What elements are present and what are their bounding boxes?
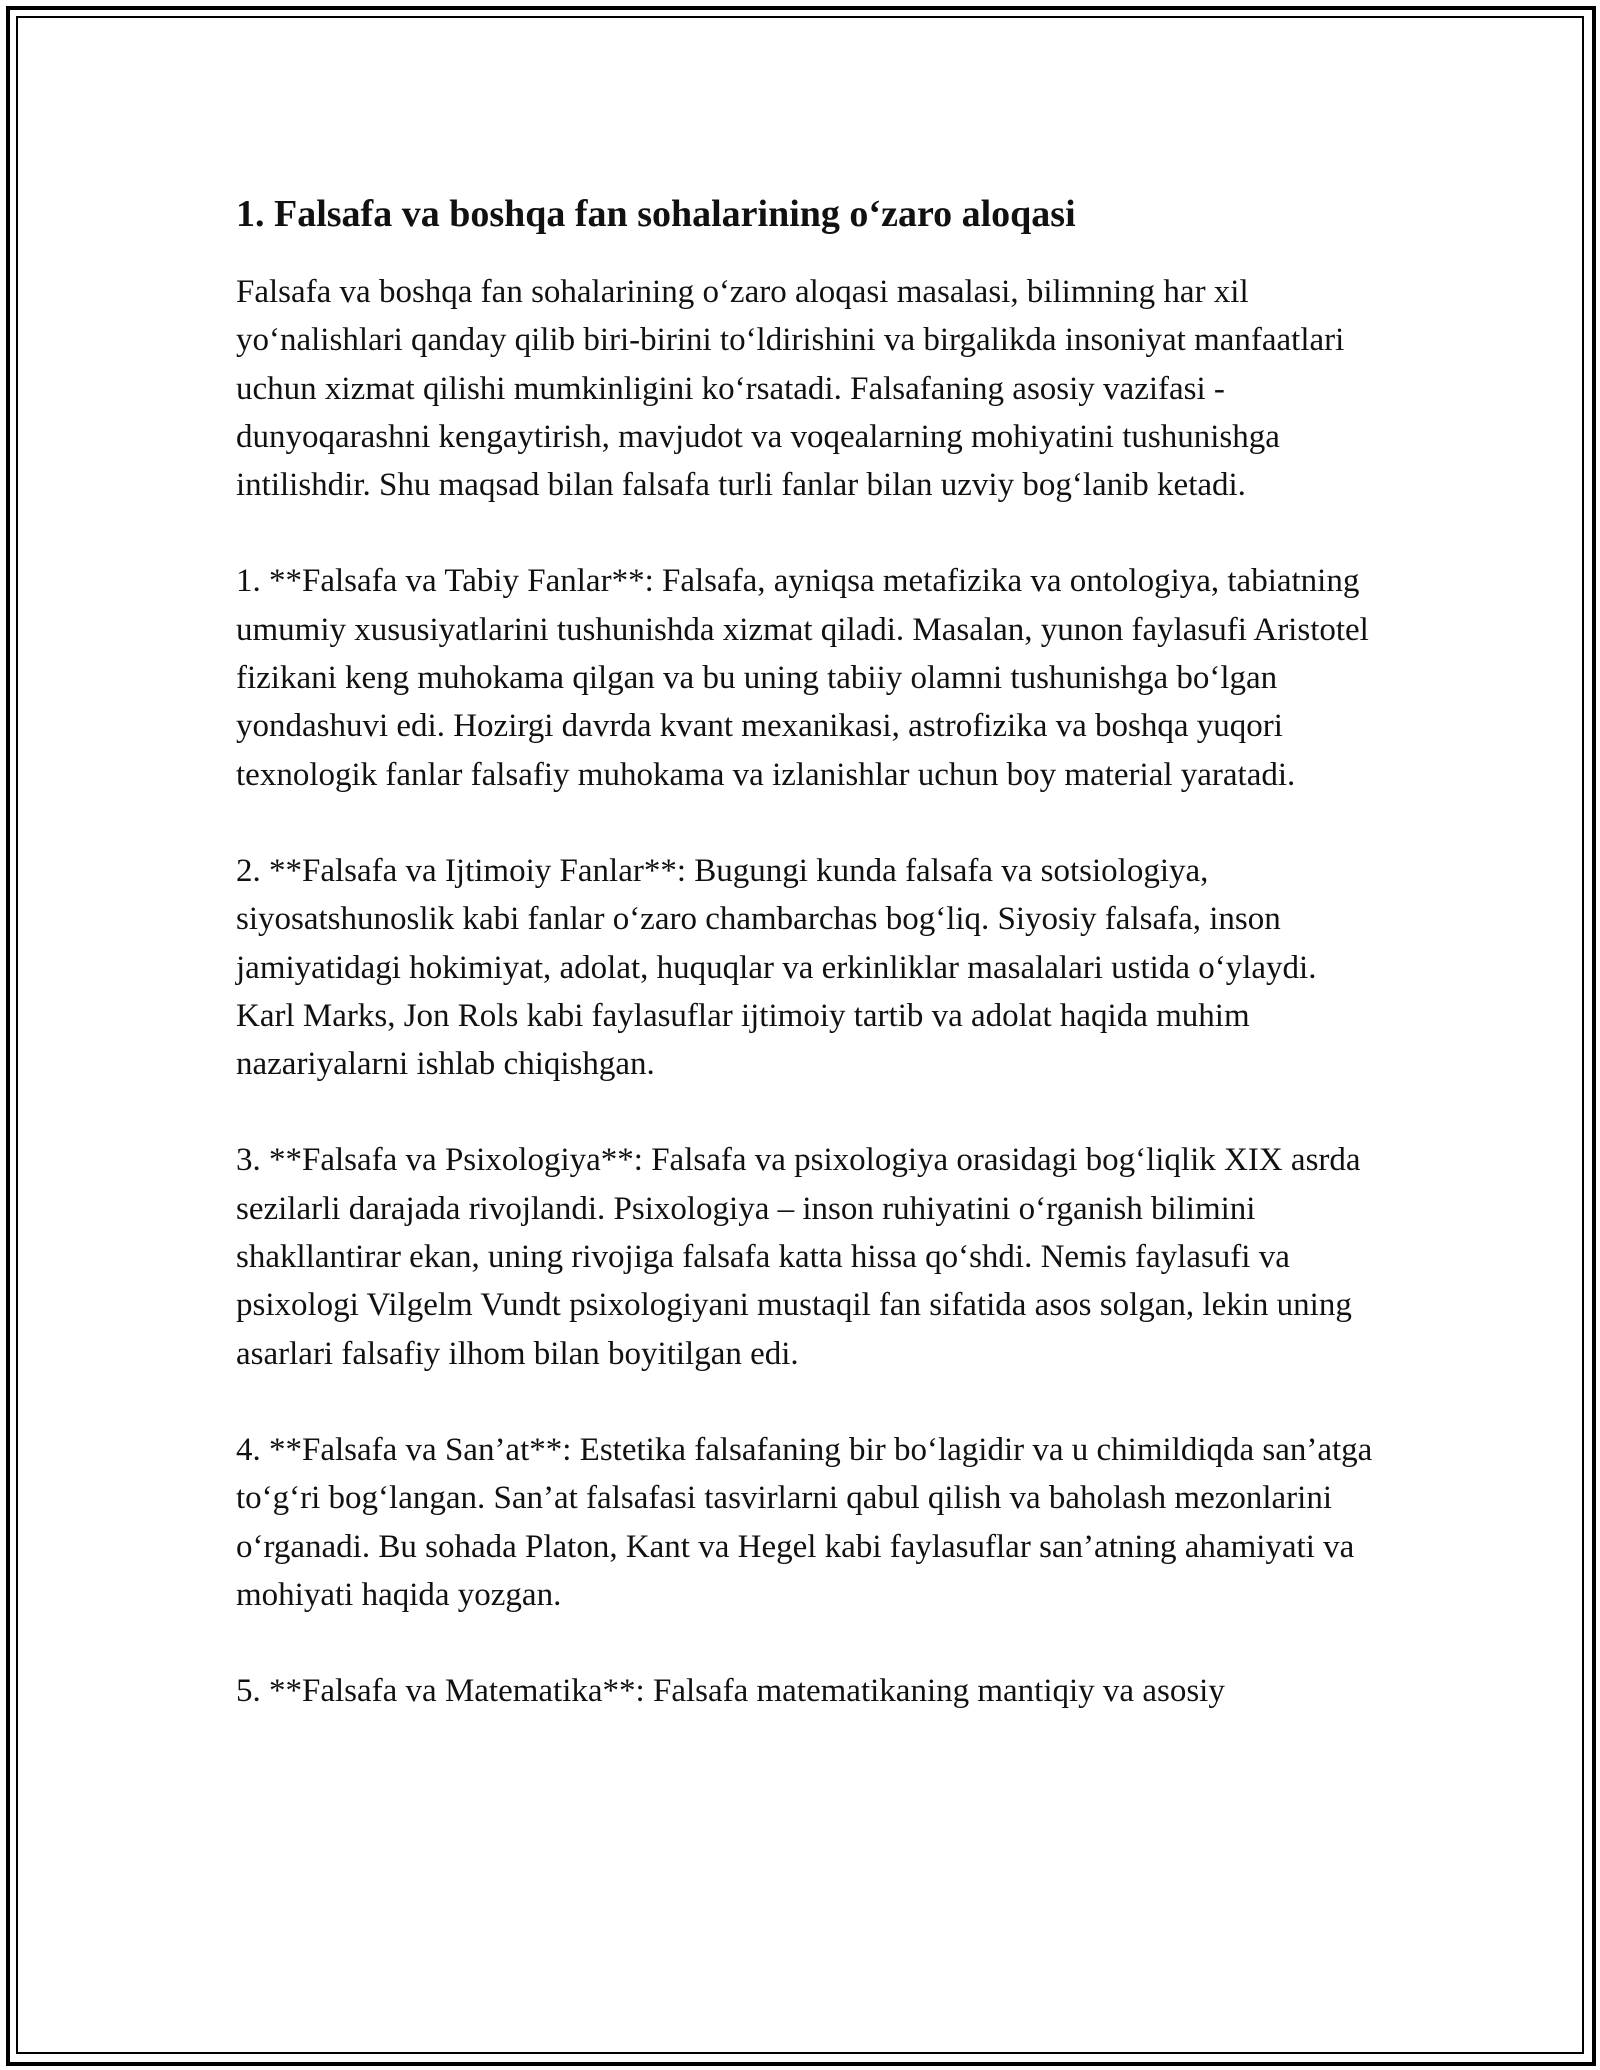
list-item-natural-sciences: 1. **Falsafa va Tabiy Fanlar**: Falsafa, ayniqsa metafizika va ontologiya, tabiatning umumiy xususiyatlarini tushunishda xizmat qiladi. Masalan, yunon faylasufi Aristotel fizikani keng muhokama qilgan va bu uning tabiiy olamni tushunishga bo‘lgan yondashuvi edi. Hozirgi davrda kvant mexanikasi, astrofizika va boshqa yuqori texnologik fanlar falsafiy muhokama va izlanishlar uchun boy material yaratadi. — [236, 563, 1369, 793]
list-item-mathematics: 5. **Falsafa va Matematika**: Falsafa matematikaning mantiqiy va asosiy — [236, 1673, 1225, 1710]
list-item-social-sciences: 2. **Falsafa va Ijtimoiy Fanlar**: Bugungi kunda falsafa va sotsiologiya, siyosatshunoslik kabi fanlar o‘zaro chambarchas bog‘liq. Siyosiy falsafa, inson jamiyatidagi hokimiyat, adolat, huquqlar va erkinliklar masalalari ustida o‘ylaydi. Karl Marks, Jon Rols kabi faylasuflar ijtimoiy tartib va adolat haqida muhim nazariyalarni ishlab chiqishgan. — [236, 852, 1317, 1083]
list-item-art: 4. **Falsafa va San’at**: Estetika falsafaning bir bo‘lagidir va u chimildiqda san’atga to‘g‘ri bog‘langan. San’at falsafasi tasvirlarni qabul qilish va baholash mezonlarini o‘rganadi. Bu sohada Platon, Kant va Hegel kabi faylasuflar san’atning ahamiyati va mohiyati haqida yozgan. — [236, 1431, 1373, 1613]
document-body — [236, 190, 1376, 1763]
intro-paragraph: Falsafa va boshqa fan sohalarining o‘zaro aloqasi masalasi, bilimning har xil yo‘nalishlari qanday qilib biri-birini to‘ldirishini va birgalikda insoniyat manfaatlari uchun xizmat qilishi mumkinligini ko‘rsatadi. Falsafaning asosiy vazifasi - dunyoqarashni kengaytirish, mavjudot va voqealarning mohiyatini tushunishga intilishdir. Shu maqsad bilan falsafa turli fanlar bilan uzviy bog‘lanib ketadi. — [236, 274, 1345, 504]
section-heading: 1. Falsafa va boshqa fan sohalarining o‘zaro aloqasi — [236, 193, 1076, 235]
list-item-psychology: 3. **Falsafa va Psixologiya**: Falsafa va psixologiya orasidagi bog‘liqlik XIX asrda sezilarli darajada rivojlandi. Psixologiya – inson ruhiyatini o‘rganish bilimini shakllantirar ekan, uning rivojiga falsafa katta hissa qo‘shdi. Nemis faylasufi va psixologi Vilgelm Vundt psixologiyani mustaqil fan sifatida asos solgan, lekin uning asarlari falsafiy ilhom bilan boyitilgan edi. — [236, 1142, 1361, 1372]
